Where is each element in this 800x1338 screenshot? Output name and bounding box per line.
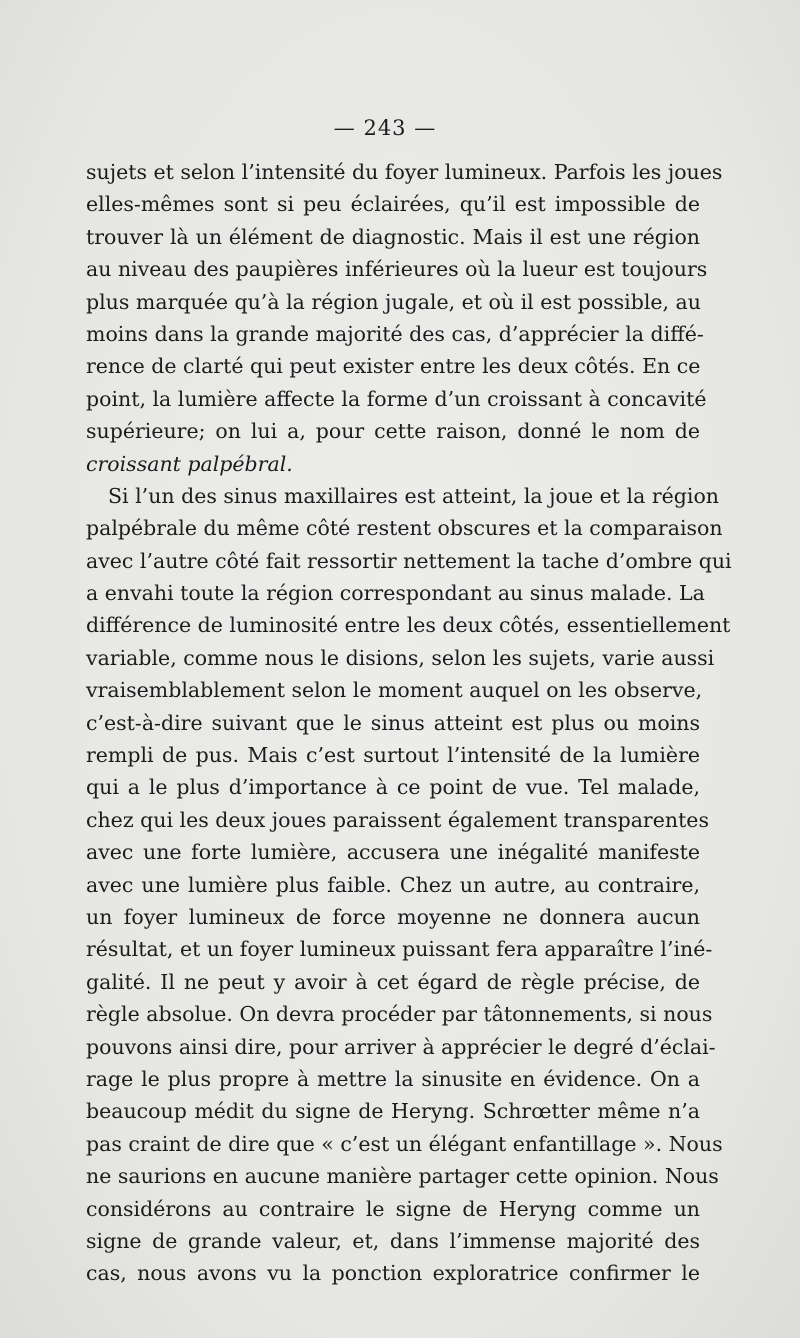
text-line: avec une forte lumière, accusera une inégalité manifeste [86,840,700,865]
text-line: beaucoup médit du signe de Heryng. Schrœtter même n’a [86,1099,700,1124]
text-line: règle absolue. On devra procéder par tâtonnements, si nous [86,1002,713,1027]
text-line: avec l’autre côté fait ressortir nettement la tache d’ombre qui [86,548,732,573]
text-line: supérieure; on lui a, pour cette raison, donné le nom de [86,419,700,444]
text-line: sujets et selon l’intensité du foyer lumineux. Parfois les joues [86,160,723,184]
text-line: résultat, et un foyer lumineux puissant fera apparaître l’iné- [86,937,713,962]
text-line: un foyer lumineux de force moyenne ne donnera aucun [86,904,700,929]
text-line: au niveau des paupières inférieures où la lueur est toujours [86,257,708,282]
text-line: chez qui les deux joues paraissent également transparentes [86,807,709,832]
text-line: c’est-à-dire suivant que le sinus atteint est plus ou moins [86,710,700,735]
text-line: vraisemblablement selon le moment auquel on les observe, [86,678,703,703]
text-line: cas, nous avons vu la ponction exploratrice confirmer le [86,1261,700,1286]
text-line: pas craint de dire que « c’est un élégant enfantillage ». Nous [86,1131,723,1156]
text-line: moins dans la grande majorité des cas, d’apprécier la diffé- [86,321,704,346]
text-line: point, la lumière affecte la forme d’un croissant à concavité [86,386,707,411]
text-line: a envahi toute la région correspondant au sinus malade. La [86,581,705,606]
page-number: — 243 — [333,116,437,140]
text-line: plus marquée qu’à la région jugale, et où il est possible, au [86,289,701,314]
text-line: rempli de pus. Mais c’est surtout l’intensité de la lumière [86,743,700,768]
text-line: signe de grande valeur, et, dans l’immense majorité des [86,1228,700,1253]
text-line: rence de clarté qui peut exister entre les deux côtés. En ce [86,354,701,379]
text-line: considérons au contraire le signe de Heryng comme un [86,1196,700,1221]
text-line: pouvons ainsi dire, pour arriver à apprécier le degré d’éclai- [86,1034,716,1059]
text-line: palpébrale du même côté restent obscures et la comparaison [86,516,723,541]
text-line: ne saurions en aucune manière partager cette opinion. Nous [86,1164,719,1189]
text-line: galité. Il ne peut y avoir à cet égard de règle précise, de [86,969,700,994]
text-line [86,448,700,480]
text-line: variable, comme nous le disions, selon les sujets, varie aussi [86,645,715,670]
paragraph-first-line: Si l’un des sinus maxillaires est atteint, la joue et la région [108,483,720,508]
text-line: trouver là un élément de diagnostic. Mais il est une région [86,224,700,249]
text-line: avec une lumière plus faible. Chez un autre, au contraire, [86,872,700,897]
body-text [86,156,732,1290]
text-line: qui a le plus d’importance à ce point de vue. Tel malade, [86,775,700,800]
text-line: elles-mêmes sont si peu éclairées, qu’il est impossible de [86,192,700,217]
text-line: différence de luminosité entre les deux côtés, essentiellement [86,613,731,638]
text-line: rage le plus propre à mettre la sinusite en évidence. On a [86,1066,700,1091]
italic-term: croissant palpébral. [86,451,293,476]
